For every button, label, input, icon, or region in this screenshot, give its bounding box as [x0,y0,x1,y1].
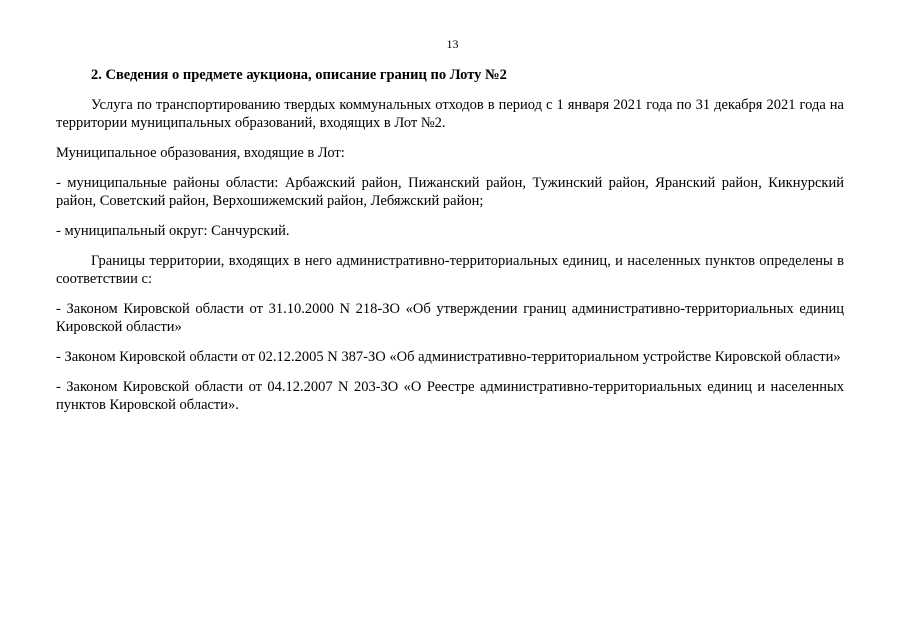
paragraph-law-387: - Законом Кировской области от 02.12.2005 N 387-ЗО «Об административно-территориальном устройстве Кировской области» [56,349,841,365]
page-number: 13 [446,37,459,51]
paragraph-service-description: Услуга по транспортированию твердых коммунальных отходов в период с 1 января 2021 года по 31 декабря 2021 года на территории муниципальных образований, входящих в Лот №2. [56,97,844,131]
paragraph-municipal-districts: - муниципальные районы области: Арбажский район, Пижанский район, Тужинский район, Яранский район, Кикнурский район, Советский район, Верхошижемский район, Лебяжский район; [56,175,844,209]
section-heading: 2. Сведения о предмете аукциона, описание границ по Лоту №2 [91,67,507,83]
paragraph-law-203: - Законом Кировской области от 04.12.2007 N 203-ЗО «О Реестре административно-территориальных единиц и населенных пунктов Кировской области». [56,379,844,413]
paragraph-municipalities-intro: Муниципальное образования, входящие в Лот: [56,145,345,161]
paragraph-municipal-okrug: - муниципальный округ: Санчурский. [56,223,290,239]
paragraph-boundaries-intro: Границы территории, входящих в него административно-территориальных единиц, и населенных пунктов определены в соответствии с: [56,253,844,287]
paragraph-law-218: - Законом Кировской области от 31.10.2000 N 218-ЗО «Об утверждении границ административно-территориальных единиц Кировской области» [56,301,844,335]
document-body [56,66,844,426]
